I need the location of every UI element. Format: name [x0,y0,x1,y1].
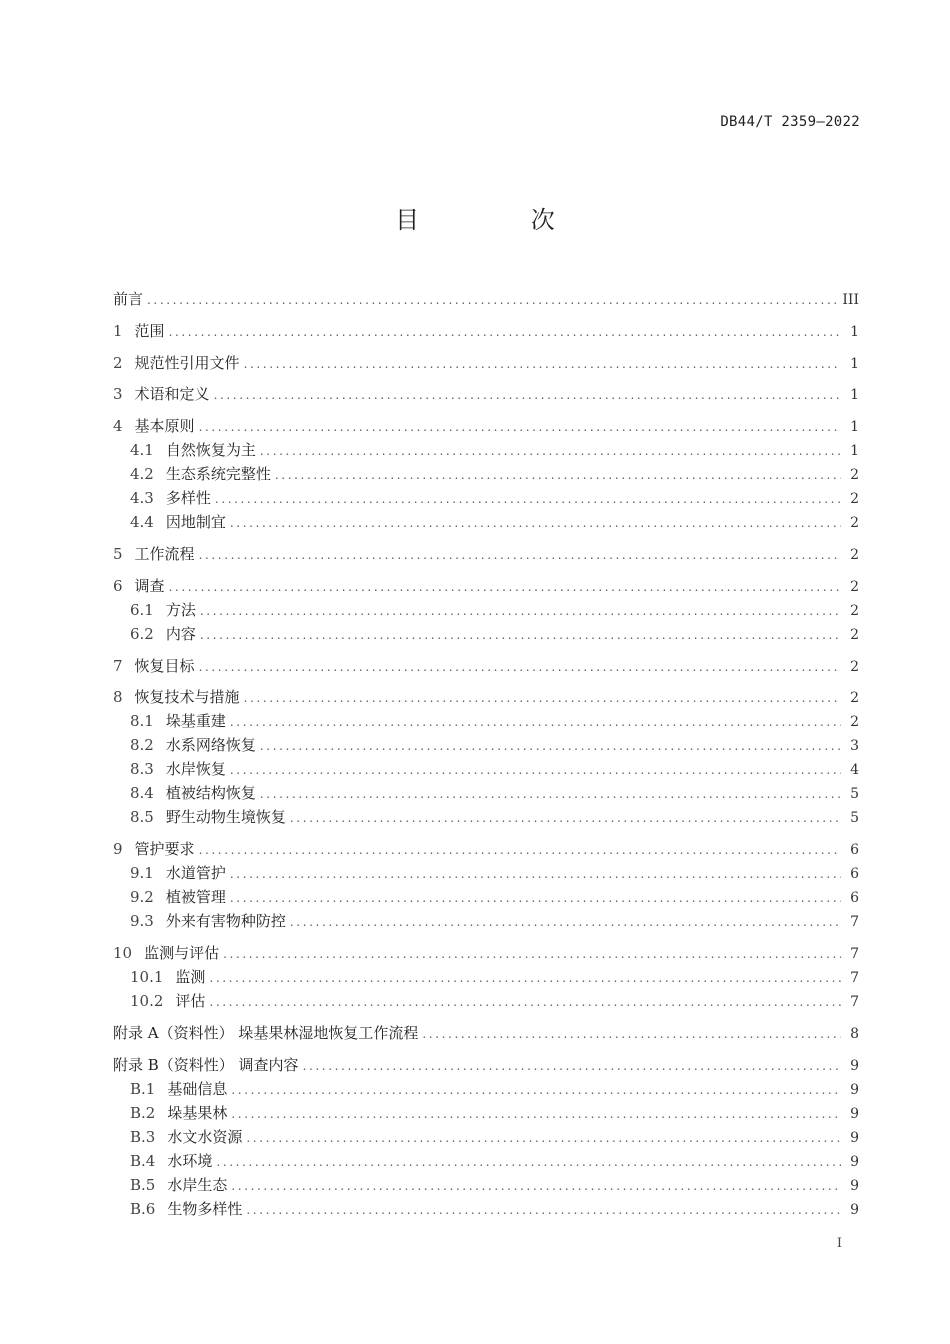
toc-entry-page: 7 [850,914,859,931]
toc-entry-number: B.5 [130,1175,156,1194]
toc-leader-dots [231,1102,841,1126]
toc-entry[interactable] [113,622,859,646]
toc-entry-number: 4.4 [130,513,154,532]
toc-entry-number: 3 [113,385,123,404]
toc-leader-dots [275,463,841,487]
toc-entry-page: 2 [850,626,859,643]
toc-entry-page: 7 [850,993,859,1010]
toc-entry-label: 水岸生态 [167,1175,228,1194]
toc-entry-label: 范围 [134,321,165,340]
toc-entry-page: 2 [850,714,859,731]
toc-entry-number: B.2 [130,1103,156,1122]
toc-entry[interactable] [113,1125,859,1149]
toc-entry[interactable] [113,382,859,406]
toc-entry[interactable] [113,414,859,438]
toc-entry-number: 8 [113,688,123,707]
toc-leader-dots [246,1198,841,1222]
toc-entry[interactable] [113,685,859,709]
toc-entry[interactable] [113,909,859,933]
toc-entry-label: 方法 [165,600,196,619]
toc-entry-page: 9 [850,1153,859,1170]
toc-leader-dots [200,599,841,623]
toc-entry-number: 4 [113,417,123,436]
toc-entry[interactable] [113,1149,859,1173]
toc-leader-dots [303,1054,841,1078]
toc-leader-dots [260,439,841,463]
toc-entry-page: 6 [850,842,859,859]
toc-entry[interactable] [113,319,859,343]
toc-entry-number: 6.1 [130,600,154,619]
toc-entry-page: 2 [850,602,859,619]
toc-entry-number: 10.1 [130,967,164,986]
toc-entry-page: 8 [850,1025,859,1042]
toc-entry-number: 4.1 [130,441,154,460]
document-code: DB44/T 2359—2022 [720,114,860,130]
toc-entry-page: 5 [850,810,859,827]
toc-entry-page: 6 [850,866,859,883]
toc-entry-number: 9.1 [130,864,154,883]
toc-leader-dots [260,734,841,758]
toc-entry-number: 9.3 [130,912,154,931]
toc-entry-number: 9.2 [130,888,154,907]
toc-entry[interactable] [113,965,859,989]
toc-entry[interactable] [113,598,859,622]
toc-entry-page: 1 [850,419,859,436]
toc-entry[interactable] [113,486,859,510]
toc-entry[interactable] [113,781,859,805]
toc-entry-label: 附录 B（资料性） 调查内容 [113,1055,299,1074]
toc-entry-page: 2 [850,515,859,532]
toc-entry-page: 1 [850,387,859,404]
toc-entry[interactable] [113,941,859,965]
toc-entry-label: 生态系统完整性 [165,465,271,484]
toc-entry-page: 7 [850,969,859,986]
toc-entry-page: 5 [850,786,859,803]
toc-leader-dots [290,806,841,830]
toc-leader-dots [223,942,841,966]
toc-entry-label: 水道管护 [165,864,226,883]
toc-entry-label: 基本原则 [134,417,195,436]
toc-leader-dots [169,320,841,344]
toc-entry-label: 前言 [113,290,144,308]
toc-entry[interactable] [113,510,859,534]
toc-leader-dots [216,1150,841,1174]
toc-entry-number: 1 [113,321,123,340]
toc-entry-page: 9 [850,1177,859,1194]
toc-entry[interactable] [113,542,859,566]
page-title: 目 次 [395,206,607,234]
toc-leader-dots [422,1022,841,1046]
toc-entry-label: 恢复目标 [134,656,195,675]
toc-entry[interactable] [113,757,859,781]
toc-entry[interactable] [113,574,859,598]
toc-entry-number: B.4 [130,1151,156,1170]
toc-leader-dots [230,886,841,910]
toc-leader-dots [215,487,841,511]
toc-entry[interactable] [113,989,859,1013]
toc-entry-label: 水岸恢复 [165,760,226,779]
toc-entry-label: 垛基果林 [167,1103,228,1122]
toc-entry-page: 3 [850,738,859,755]
toc-entry-page: III [842,292,859,308]
toc-entry[interactable] [113,462,859,486]
toc-entry[interactable] [113,861,859,885]
toc-entry-page: 2 [850,467,859,484]
toc-leader-dots [214,383,841,407]
toc-entry-number: B.3 [130,1127,156,1146]
toc-entry-number: 2 [113,353,123,372]
toc-entry-label: 植被结构恢复 [165,784,256,803]
toc-entry-number: 4.3 [130,489,154,508]
toc-entry[interactable] [113,885,859,909]
toc-entry-label: 术语和定义 [134,385,210,404]
toc-entry-page: 9 [850,1105,859,1122]
toc-entry-label: 调查 [134,576,165,595]
toc-entry-label: 多样性 [165,489,211,508]
toc-entry[interactable] [113,438,859,462]
toc-leader-dots [200,623,841,647]
toc-entry-number: B.1 [130,1079,156,1098]
toc-entry-page: 2 [850,491,859,508]
toc-entry-label: 管护要求 [134,840,195,859]
toc-leader-dots [169,575,841,599]
toc-leader-dots [246,1126,841,1150]
toc-entry-label: 因地制宜 [165,513,226,532]
toc-entry[interactable] [113,1101,859,1125]
toc-entry-number: 9 [113,840,123,859]
toc-entry-number: 8.5 [130,808,154,827]
toc-leader-dots [209,966,841,990]
toc-entry-page: 4 [850,762,859,779]
toc-entry-label: 监测与评估 [144,943,220,962]
toc-entry[interactable] [113,709,859,733]
toc-entry-number: 8.4 [130,784,154,803]
toc-entry[interactable] [113,1053,859,1077]
toc-entry-page: 2 [850,578,859,595]
toc-entry-label: 自然恢复为主 [165,441,256,460]
toc-leader-dots [244,352,841,376]
toc-entry-page: 1 [850,355,859,372]
toc-entry-label: 内容 [165,624,196,643]
toc-entry-label: 外来有害物种防控 [165,912,286,931]
toc-entry-page: 2 [850,690,859,707]
toc-leader-dots [231,1078,841,1102]
toc-entry-label: 水文水资源 [167,1127,243,1146]
toc-entry-number: 5 [113,544,123,563]
toc-entry-number: 6.2 [130,624,154,643]
toc-entry[interactable] [113,805,859,829]
toc-entry[interactable] [113,1077,859,1101]
toc-leader-dots [290,910,841,934]
toc-entry-label: 基础信息 [167,1079,228,1098]
toc-leader-dots [230,758,841,782]
toc-entry-label: 附录 A（资料性） 垛基果林湿地恢复工作流程 [113,1023,419,1042]
toc-entry-page: 1 [850,443,859,460]
toc-entry-page: 2 [850,546,859,563]
toc-leader-dots [230,511,841,535]
toc-entry-page: 9 [850,1129,859,1146]
toc-entry-page: 9 [850,1057,859,1074]
toc-entry-label: 生物多样性 [167,1199,243,1218]
toc-leader-dots [199,838,841,862]
toc-entry-label: 评估 [175,991,206,1010]
toc-entry-page: 1 [850,323,859,340]
toc-entry-label: 垛基重建 [165,712,226,731]
toc-leader-dots [199,415,841,439]
toc-entry-label: 监测 [175,967,206,986]
toc-leader-dots [199,543,841,567]
toc-entry[interactable] [113,1173,859,1197]
toc-leader-dots [244,686,841,710]
toc-entry-number: 4.2 [130,465,154,484]
toc-entry-label: 植被管理 [165,888,226,907]
toc-entry-number: 8.1 [130,712,154,731]
toc-leader-dots [199,655,841,679]
toc-entry-label: 恢复技术与措施 [134,688,240,707]
toc-leader-dots [209,990,841,1014]
toc-entry[interactable] [113,1021,859,1045]
toc-entry[interactable] [113,733,859,757]
toc-entry-page: 7 [850,945,859,962]
toc-entry[interactable] [113,287,859,311]
toc-leader-dots [260,782,841,806]
toc-entry-page: 2 [850,658,859,675]
toc-entry-number: 7 [113,656,123,675]
toc-entry-label: 水系网络恢复 [165,736,256,755]
toc-entry-page: 9 [850,1081,859,1098]
toc-entry-number: 10 [113,943,133,962]
toc-entry-label: 规范性引用文件 [134,353,240,372]
page-number: I [836,1236,842,1251]
toc-entry[interactable] [113,351,859,375]
toc-leader-dots [147,288,836,312]
toc-entry-number: B.6 [130,1199,156,1218]
toc-entry[interactable] [113,1197,859,1221]
toc-entry-page: 9 [850,1201,859,1218]
toc-entry[interactable] [113,654,859,678]
toc-entry-number: 8.2 [130,736,154,755]
toc-entry-label: 野生动物生境恢复 [165,808,286,827]
toc-entry[interactable] [113,837,859,861]
toc-leader-dots [230,710,841,734]
toc-entry-number: 6 [113,576,123,595]
table-of-contents [113,287,859,1221]
toc-leader-dots [231,1174,841,1198]
toc-leader-dots [230,862,841,886]
toc-entry-label: 水环境 [167,1151,213,1170]
toc-entry-page: 6 [850,890,859,907]
toc-entry-number: 10.2 [130,991,164,1010]
toc-entry-number: 8.3 [130,760,154,779]
toc-entry-label: 工作流程 [134,544,195,563]
